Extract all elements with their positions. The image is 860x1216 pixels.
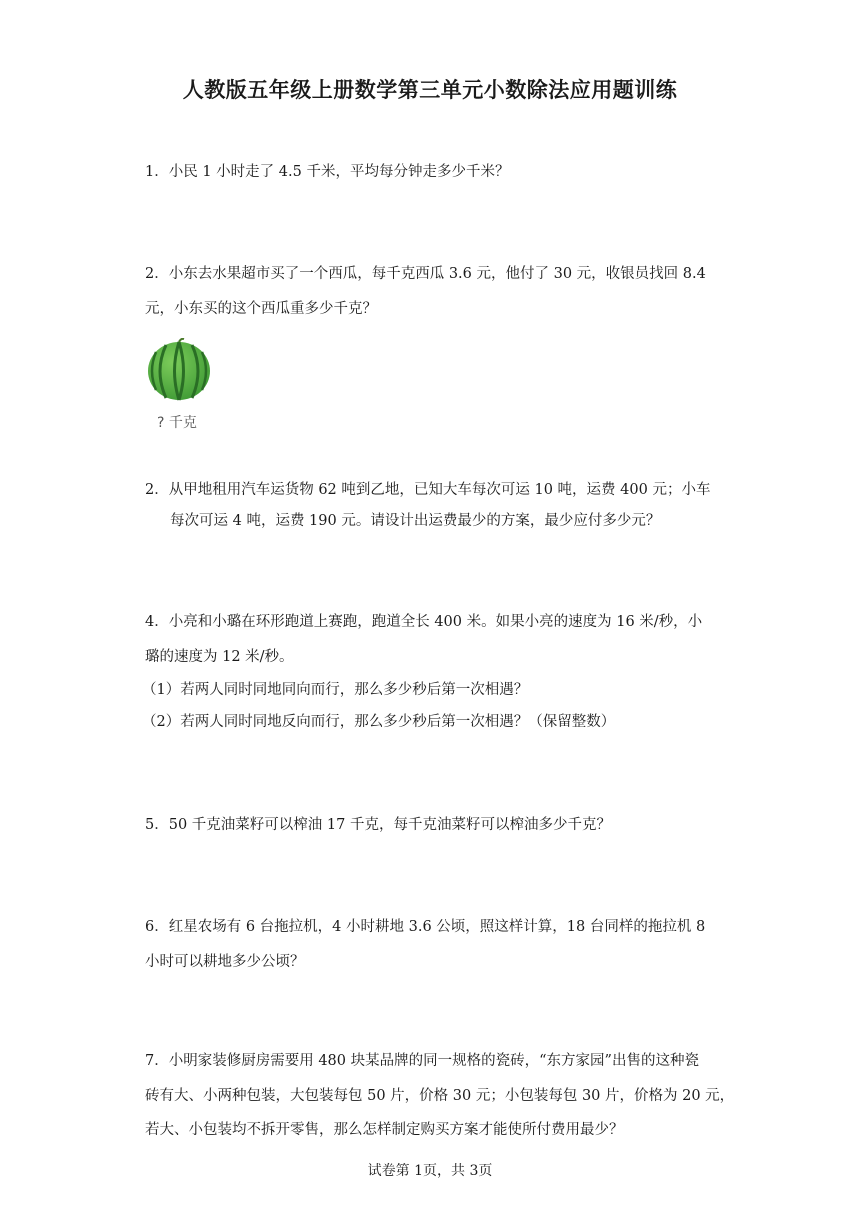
page-footer: 试卷第 1页，共 3页 bbox=[367, 1163, 493, 1179]
question-1: 1．小民 1 小时走了 4.5 千米，平均每分钟走多少千米？ bbox=[145, 164, 510, 180]
question-3-line-1: 2．从甲地租用汽车运货物 62 吨到乙地，已知大车每次可运 10 吨，运费 400 元；小车 bbox=[145, 482, 711, 498]
question-3-line-2: 每次可运 4 吨，运费 190 元。请设计出运费最少的方案，最少应付多少元？ bbox=[170, 513, 661, 529]
question-6-line-2: 小时可以耕地多少公顷？ bbox=[145, 954, 305, 970]
watermelon-weight-label: ? 千克 bbox=[157, 415, 197, 431]
question-2-line-1: 2．小东去水果超市买了一个西瓜，每千克西瓜 3.6 元，他付了 30 元，收银员找回 8.4 bbox=[145, 266, 706, 282]
question-6-line-1: 6．红星农场有 6 台拖拉机，4 小时耕地 3.6 公顷，照这样计算，18 台同样的拖拉机 8 bbox=[145, 919, 706, 935]
question-5: 5．50 千克油菜籽可以榨油 17 千克，每千克油菜籽可以榨油多少千克？ bbox=[145, 817, 611, 833]
question-4-sub-2: （2）若两人同时同地反向而行，那么多少秒后第一次相遇？（保留整数） bbox=[142, 714, 616, 730]
question-7-line-2: 砖有大、小两种包装，大包装每包 50 片，价格 30 元；小包装每包 30 片，价格为 20 元， bbox=[145, 1088, 735, 1104]
page-title: 人教版五年级上册数学第三单元小数除法应用题训练 bbox=[182, 78, 678, 102]
question-4-sub-1: （1）若两人同时同地同向而行，那么多少秒后第一次相遇？ bbox=[142, 682, 529, 698]
question-4-line-1: 4．小亮和小璐在环形跑道上赛跑，跑道全长 400 米。如果小亮的速度为 16 米/秒，小 bbox=[145, 614, 703, 630]
question-7-line-3: 若大、小包装均不拆开零售，那么怎样制定购买方案才能使所付费用最少？ bbox=[145, 1122, 624, 1138]
question-4-line-2: 璐的速度为 12 米/秒。 bbox=[145, 649, 294, 665]
question-7-line-1: 7．小明家装修厨房需要用 480 块某品牌的同一规格的瓷砖，“东方家园”出售的这种瓷 bbox=[145, 1053, 699, 1069]
question-2-line-2: 元，小东买的这个西瓜重多少千克？ bbox=[145, 301, 377, 317]
watermelon-icon bbox=[146, 338, 212, 402]
